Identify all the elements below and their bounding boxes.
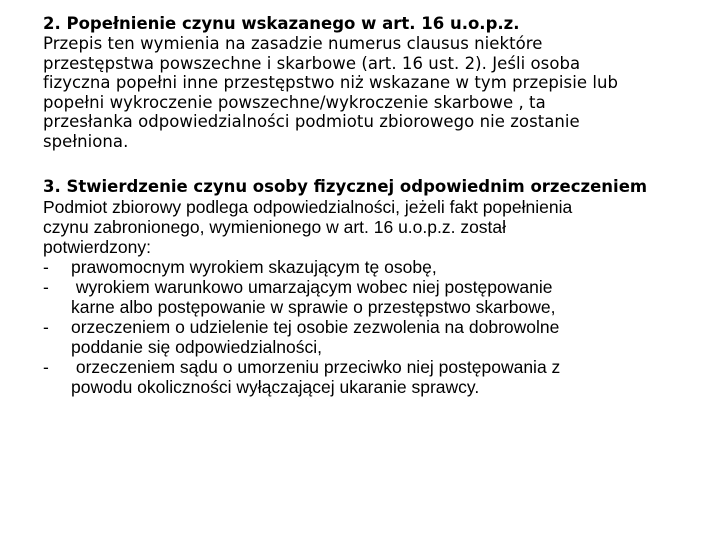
paragraph-line: przestępstwa powszechne i skarbowe (art. 16 ust. 2). Jeśli osoba [43, 53, 581, 73]
paragraph-line: czynu zabronionego, wymienionego w art. 16 u.o.p.z. został [43, 217, 507, 237]
list-item [43, 257, 703, 277]
paragraph-line: fizyczna popełni inne przestępstwo niż wskazane w tym przepisie lub [43, 73, 618, 92]
bullet-dash: - [43, 357, 49, 377]
bullet-text [71, 257, 703, 277]
bullet-dash: - [43, 277, 49, 297]
list-item [43, 357, 703, 397]
section-paragraph [43, 34, 703, 151]
bullet-line: wyrokiem warunkowo umarzającym wobec niej postępowanie [71, 277, 553, 297]
section-stwierdzenie-czynu [43, 177, 703, 397]
bullet-line: orzeczeniem o udzielenie tej osobie zezwolenia na dobrowolne [71, 317, 560, 337]
list-item [43, 277, 703, 317]
section-paragraph [43, 197, 703, 257]
list-item [43, 317, 703, 357]
paragraph-line: Przepis ten wymienia na zasadzie numerus clausus niektóre [43, 34, 543, 53]
section-heading: 3. Stwierdzenie czynu osoby fizycznej odpowiednim orzeczeniem [43, 177, 648, 196]
paragraph-line: przesłanka odpowiedzialności podmiotu zbiorowego nie zostanie [43, 112, 580, 131]
paragraph-line: popełni wykroczenie powszechne/wykroczenie skarbowe , ta [43, 92, 546, 112]
bullet-text [71, 357, 703, 397]
paragraph-line: potwierdzony: [43, 237, 151, 257]
bullet-dash: - [43, 317, 49, 337]
paragraph-line: Podmiot zbiorowy podlega odpowiedzialności, jeżeli fakt popełnienia [43, 197, 573, 217]
bullet-list [43, 257, 703, 397]
slide-content [43, 14, 703, 397]
bullet-text [71, 317, 703, 357]
bullet-line: powodu okoliczności wyłączającej ukaranie sprawcy. [71, 377, 480, 397]
bullet-dash: - [43, 257, 49, 277]
bullet-line: orzeczeniem sądu o umorzeniu przeciwko niej postępowania z [71, 357, 561, 377]
bullet-line: karne albo postępowanie w sprawie o przestępstwo skarbowe, [71, 297, 556, 317]
paragraph-line: spełniona. [43, 131, 129, 151]
section-popelnienie-czynu [43, 14, 703, 151]
bullet-line: prawomocnym wyrokiem skazującym tę osobę, [71, 257, 437, 277]
section-heading: 2. Popełnienie czynu wskazanego w art. 16 u.o.p.z. [43, 14, 520, 33]
bullet-text [71, 277, 703, 317]
bullet-line: poddanie się odpowiedzialności, [71, 337, 323, 357]
